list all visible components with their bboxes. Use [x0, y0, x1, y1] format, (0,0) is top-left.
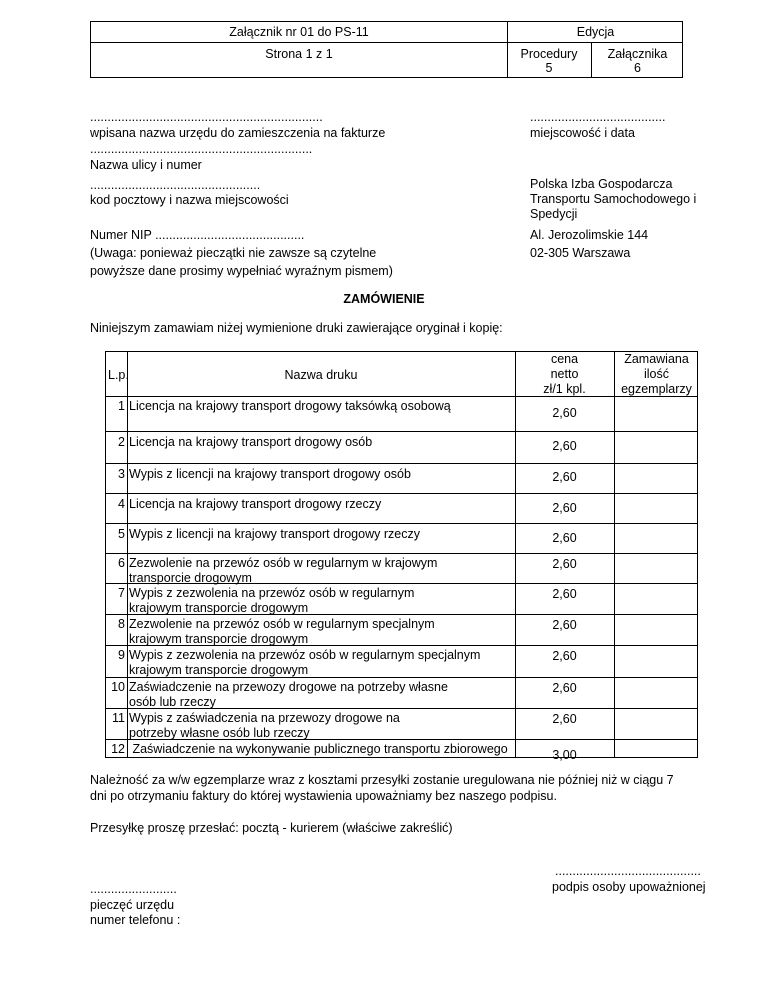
table-row [106, 645, 697, 677]
quantity-header-line: Zamawiana [624, 352, 689, 366]
table-row [106, 739, 697, 762]
table-row [106, 553, 697, 583]
table-row [106, 431, 697, 463]
table-row [106, 614, 697, 645]
quantity-cell[interactable] [615, 739, 699, 759]
nip-field: Numer NIP ........................................... [90, 228, 305, 242]
print-name-line: krajowym transporcie drogowym [129, 632, 309, 646]
note-line-1: (Uwaga: ponieważ pieczątki nie zawsze są czytelne [90, 246, 377, 260]
annex-type-number: 6 [634, 61, 641, 75]
print-name-line: Zaświadczenie na wykonywanie publicznego transportu zbiorowego [129, 742, 508, 756]
print-name-line: Licencja na krajowy transport drogowy osób [129, 435, 373, 449]
print-name [129, 586, 529, 616]
price-header-line: cena [550, 352, 579, 366]
net-price: 2,60 [552, 618, 577, 632]
print-name [129, 556, 529, 586]
row-number: 3 [118, 467, 125, 481]
net-price: 2,60 [552, 531, 577, 545]
row-number: 7 [118, 586, 125, 600]
print-name [129, 742, 529, 757]
print-name [129, 680, 529, 710]
shipping-text: Przesyłkę proszę przesłać: pocztą - kurierem (właściwe zakreślić) [90, 821, 453, 835]
net-price: 2,60 [552, 681, 577, 695]
payment-line-1: Należność za w/w egzemplarze wraz z kosztami przesyłki zostanie uregulowana nie później niż w ciągu 7 [90, 773, 674, 787]
table-row [106, 677, 697, 708]
row-number: 6 [118, 556, 125, 570]
quantity-cell[interactable] [615, 396, 699, 431]
net-price: 2,60 [552, 712, 577, 726]
recipient-name-1: Polska Izba Gospodarcza [530, 177, 673, 191]
print-name-line: krajowym transporcie drogowym [129, 663, 309, 677]
street-label: Nazwa ulicy i numer [90, 158, 202, 172]
annex-label: Załącznik nr 01 do PS-11 [229, 25, 369, 39]
net-price: 2,60 [552, 406, 577, 420]
stamp-label: pieczęć urzędu [90, 898, 175, 912]
note-line-2: powyższe dane prosimy wypełniać wyraźnym pismem) [90, 264, 393, 278]
quantity-cell[interactable] [615, 614, 699, 645]
edition-label: Edycja [576, 25, 615, 39]
page-number: Strona 1 z 1 [265, 47, 333, 61]
price-header-line: netto [550, 367, 579, 381]
phone-label: numer telefonu : [90, 913, 181, 927]
price-header-line: zł/1 kpl. [543, 382, 586, 396]
column-header-price [515, 352, 614, 397]
quantity-cell[interactable] [615, 645, 699, 677]
print-name-line: Zezwolenie na przewóz osób w regularnym w krajowym [129, 556, 438, 570]
header-divider [91, 42, 682, 43]
stamp-field: ......................... [90, 882, 177, 896]
table-row [106, 396, 697, 431]
quantity-cell[interactable] [615, 553, 699, 583]
row-number: 4 [118, 497, 125, 511]
print-name-line: Licencja na krajowy transport drogowy taksówką osobową [129, 399, 451, 413]
print-name-line: Licencja na krajowy transport drogowy rzeczy [129, 497, 382, 511]
quantity-cell[interactable] [615, 463, 699, 493]
print-name-line: Wypis z licencji na krajowy transport drogowy rzeczy [129, 527, 420, 541]
quantity-cell[interactable] [615, 583, 699, 614]
print-name [129, 399, 529, 414]
recipient-name-3: Spedycji [530, 207, 578, 221]
postal-field: ................................................. [90, 178, 261, 192]
row-number: 2 [118, 435, 125, 449]
net-price: 2,60 [552, 470, 577, 484]
row-number: 10 [111, 680, 125, 694]
recipient-name-2: Transportu Samochodowego i [530, 192, 697, 206]
row-number: 11 [112, 711, 125, 725]
quantity-cell[interactable] [615, 677, 699, 708]
print-name-line: osób lub rzeczy [129, 695, 216, 709]
office-name-field: ................................................................... [90, 110, 323, 124]
net-price: 2,60 [552, 439, 577, 453]
table-row [106, 493, 697, 523]
print-name [129, 648, 529, 678]
print-name [129, 435, 529, 450]
row-number: 1 [118, 399, 125, 413]
net-price: 2,60 [552, 649, 577, 663]
quantity-cell[interactable] [615, 523, 699, 553]
table-row [106, 463, 697, 493]
quantity-cell[interactable] [615, 708, 699, 739]
payment-line-2: dni po otrzymaniu faktury do której wystawienia upoważniamy bez naszego podpisu. [90, 789, 557, 803]
annex-type-label: Załącznika [607, 47, 668, 61]
print-name-line: transporcie drogowym [129, 571, 252, 585]
column-header-quantity [614, 352, 699, 397]
recipient-city: 02-305 Warszawa [530, 246, 631, 260]
print-name-line: Wypis z licencji na krajowy transport drogowy osób [129, 467, 411, 481]
print-name-line: Wypis z zezwolenia na przewóz osób w regularnym [129, 586, 415, 600]
procedure-number: 5 [545, 61, 553, 75]
street-field: ................................................................ [90, 142, 313, 156]
print-name [129, 497, 529, 512]
print-name-line: krajowym transporcie drogowym [129, 601, 309, 615]
quantity-cell[interactable] [615, 431, 699, 463]
column-header-name: Nazwa druku [284, 368, 358, 382]
intro-text: Niniejszym zamawiam niżej wymienione druki zawierające oryginał i kopię: [90, 321, 503, 335]
document-title: ZAMÓWIENIE [343, 292, 425, 306]
quantity-header-line: ilość [643, 367, 669, 381]
table-row [106, 523, 697, 553]
column-header-lp: L.p. [108, 368, 129, 382]
recipient-street: Al. Jerozolimskie 144 [530, 228, 649, 242]
print-name [129, 711, 529, 741]
order-table [105, 351, 698, 762]
print-name-line: Wypis z zaświadczenia na przewozy drogowe na [129, 711, 400, 725]
table-row [106, 708, 697, 739]
place-date-label: miejscowość i data [530, 126, 635, 140]
net-price: 2,60 [552, 501, 577, 515]
document-header [90, 21, 683, 78]
quantity-cell[interactable] [615, 493, 699, 523]
table-row [106, 583, 697, 614]
print-name [129, 467, 529, 482]
row-number: 12 [111, 742, 125, 756]
row-number: 9 [118, 648, 125, 662]
row-number: 5 [118, 527, 125, 541]
print-name-line: Wypis z zezwolenia na przewóz osób w regularnym specjalnym [129, 648, 481, 662]
procedure-label: Procedury [520, 47, 578, 61]
net-price: 2,60 [552, 557, 577, 571]
print-name-line: potrzeby własne osób lub rzeczy [129, 726, 310, 740]
print-name-line: Zezwolenie na przewóz osób w regularnym specjalnym [129, 617, 435, 631]
print-name-line: Zaświadczenie na przewozy drogowe na potrzeby własne [129, 680, 448, 694]
postal-label: kod pocztowy i nazwa miejscowości [90, 193, 289, 207]
place-date-field: ....................................... [530, 110, 666, 124]
net-price: 3,00 [552, 748, 577, 762]
signature-field: .......................................... [555, 864, 701, 878]
print-name [129, 527, 529, 542]
net-price: 2,60 [552, 587, 577, 601]
office-name-label: wpisana nazwa urzędu do zamieszczenia na fakturze [90, 126, 386, 140]
quantity-header-line: egzemplarzy [621, 382, 692, 396]
print-name [129, 617, 529, 647]
signature-label: podpis osoby upoważnionej [552, 880, 706, 894]
row-number: 8 [118, 617, 125, 631]
